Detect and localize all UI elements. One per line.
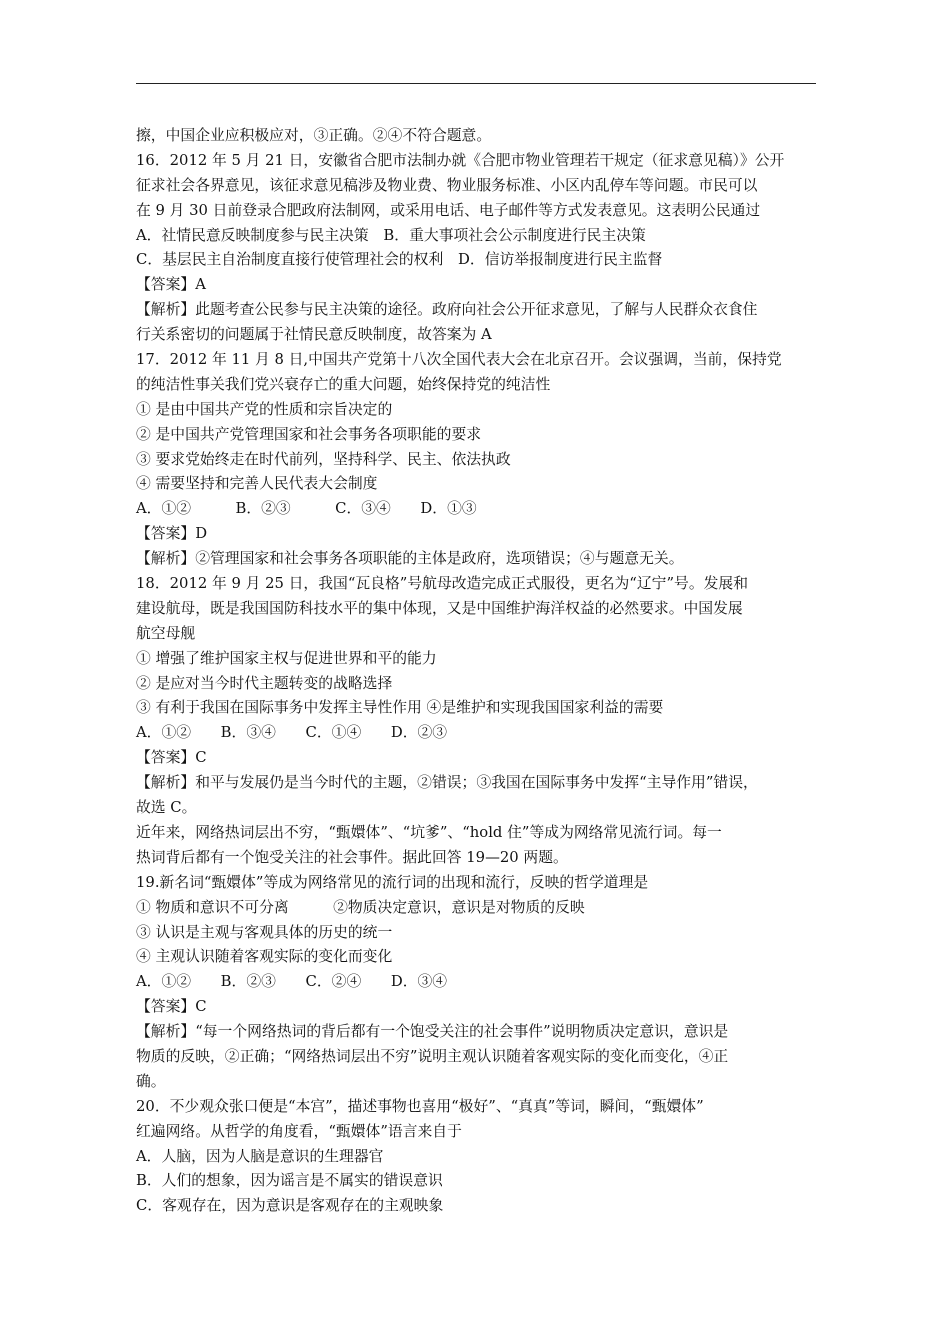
text-line: 擦，中国企业应积极应对，③正确。②④不符合题意。 [136, 127, 492, 144]
text-line: 的纯洁性事关我们党兴衰存亡的重大问题，始终保持党的纯洁性 [136, 375, 551, 393]
text-line: 【答案】C [136, 998, 207, 1016]
text-line: ④ 需要坚持和完善人民代表大会制度 [136, 475, 378, 493]
text-line: 【解析】“每一个网络热词的背后都有一个饱受关注的社会事件”说明物质决定意识，意识是 [136, 1023, 729, 1041]
text-line: 建设航母，既是我国国防科技水平的集中体现，又是中国维护海洋权益的必然要求。中国发展 [136, 599, 743, 617]
text-line: 征求社会各界意见，该征求意见稿涉及物业费、物业服务标准、小区内乱停车等问题。市民可以 [136, 176, 758, 194]
text-line: A．社情民意反映制度参与民主决策 B．重大事项社会公示制度进行民主决策 [136, 226, 646, 244]
text-line: 【答案】C [136, 749, 207, 767]
text-line: A．①② B．②③ C．③④ D．①③ [136, 500, 477, 518]
text-line: ③ 要求党始终走在时代前列，坚持科学、民主、依法执政 [136, 450, 511, 468]
text-line: 近年来，网络热词层出不穷，“甄嬛体”、“坑爹”、“hold 住”等成为网络常见流行词。每一 [136, 823, 722, 841]
document-body [136, 124, 826, 1219]
text-line: ① 增强了维护国家主权与促进世界和平的能力 [136, 649, 437, 667]
text-line: ② 是应对当今时代主题转变的战略选择 [136, 674, 393, 692]
text-line: B．人们的想象，因为谣言是不属实的错误意识 [136, 1172, 443, 1190]
text-line: C．基层民主自治制度直接行使管理社会的权利 D．信访举报制度进行民主监督 [136, 251, 663, 269]
text-line: 【解析】②管理国家和社会事务各项职能的主体是政府，选项错误；④与题意无关。 [136, 550, 684, 568]
text-line: ④ 主观认识随着客观实际的变化而变化 [136, 948, 393, 966]
text-line: 航空母舰 [136, 624, 196, 642]
text-line: 红遍网络。从哲学的角度看，“甄嬛体”语言来自于 [136, 1122, 462, 1140]
text-line: A．①② B．③④ C．①④ D．②③ [136, 724, 448, 742]
text-line: A．①② B．②③ C．②④ D．③④ [136, 973, 448, 991]
text-line: ② 是中国共产党管理国家和社会事务各项职能的要求 [136, 425, 482, 443]
text-line: 【答案】D [136, 525, 208, 543]
text-line: ③ 有利于我国在国际事务中发挥主导性作用 ④是维护和实现我国国家利益的需要 [136, 699, 664, 717]
text-line: 物质的反映，②正确；“网络热词层出不穷”说明主观认识随着客观实际的变化而变化，④正 [136, 1047, 729, 1065]
text-line: 19.新名词“甄嬛体”等成为网络常见的流行词的出现和流行，反映的哲学道理是 [136, 873, 649, 891]
text-line: 【解析】和平与发展仍是当今时代的主题，②错误；③我国在国际事务中发挥“主导作用”错误， [136, 774, 758, 792]
text-line: 【答案】A [136, 276, 206, 294]
text-line: A．人脑，因为人脑是意识的生理器官 [136, 1147, 384, 1165]
text-line: ① 是由中国共产党的性质和宗旨决定的 [136, 400, 393, 418]
text-line: ① 物质和意识不可分离 ②物质决定意识，意识是对物质的反映 [136, 898, 585, 916]
text-line: 20．不少观众张口便是“本宫”，描述事物也喜用“极好”、“真真”等词，瞬间，“甄嬛体” [136, 1097, 704, 1115]
text-line: 故选 C。 [136, 799, 197, 817]
text-line: 16．2012 年 5 月 21 日，安徽省合肥市法制办就《合肥市物业管理若干规定（征求意见稿）》公开 [136, 151, 785, 169]
text-line: 行关系密切的问题属于社情民意反映制度，故答案为 A [136, 326, 492, 344]
text-line: 确。 [136, 1072, 166, 1090]
header-rule [136, 83, 816, 84]
text-line: 17．2012 年 11 月 8 日,中国共产党第十八次全国代表大会在北京召开。会议强调，当前，保持党 [136, 351, 782, 369]
text-line: 热词背后都有一个饱受关注的社会事件。据此回答 19—20 两题。 [136, 848, 568, 866]
text-line: C．客观存在，因为意识是客观存在的主观映象 [136, 1197, 444, 1215]
text-line: 在 9 月 30 日前登录合肥政府法制网，或采用电话、电子邮件等方式发表意见。这表明公民通过 [136, 201, 761, 219]
text-line: 【解析】此题考查公民参与民主决策的途径。政府向社会公开征求意见，了解与人民群众衣食住 [136, 301, 758, 319]
text-line: ③ 认识是主观与客观具体的历史的统一 [136, 923, 393, 941]
text-line: 18．2012 年 9 月 25 日，我国“瓦良格”号航母改造完成正式服役，更名为“辽宁”号。发展和 [136, 575, 749, 593]
